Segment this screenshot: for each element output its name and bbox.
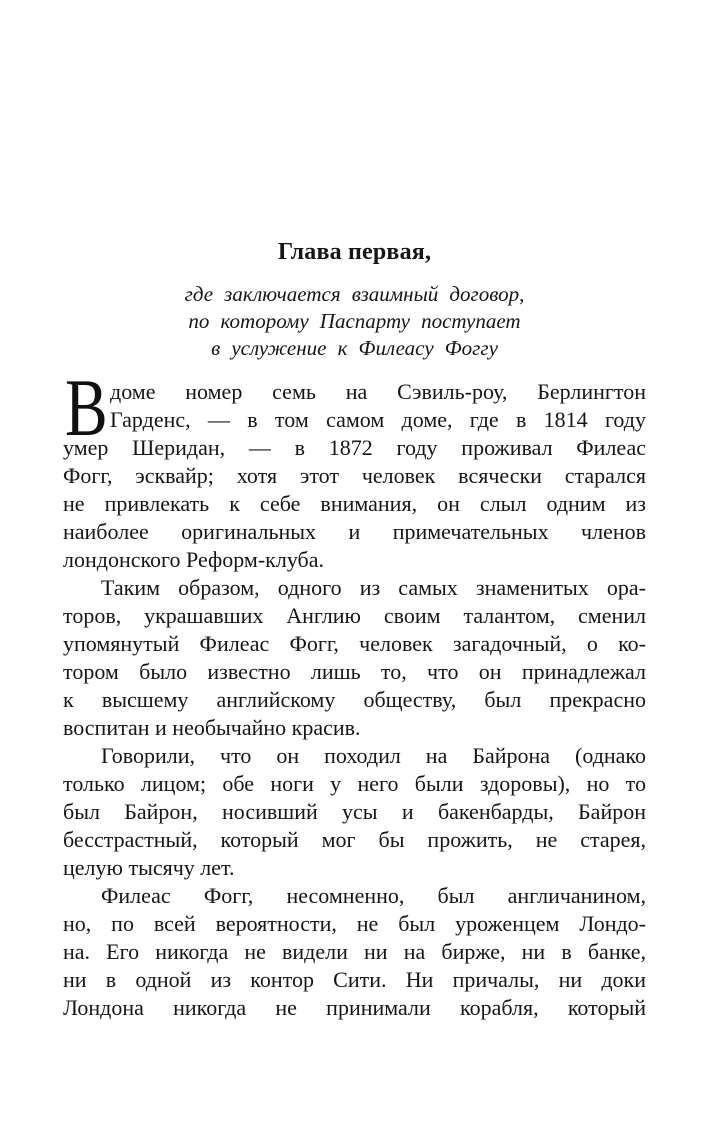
subtitle-line: по которому Паспарту поступает [188, 309, 521, 333]
text-line: бесстрастный, который мог бы прожить, не старея, [63, 827, 646, 852]
subtitle-line: в услужение к Филеасу Фоггу [211, 336, 498, 360]
text-line: Фогг, эсквайр; хотя этот человек всячески старался [63, 463, 646, 488]
text-line: на. Его никогда не видели ни на бирже, ни в банке, [63, 939, 646, 964]
text-line: умер Шеридан, — в 1872 году проживал Филеас [63, 435, 646, 460]
chapter-title: Глава первая, [277, 239, 432, 265]
text-line: Гарденс, — в том самом доме, где в 1814 году [110, 407, 646, 432]
paragraph [63, 742, 646, 882]
chapter-subtitle [63, 281, 646, 362]
body-text [63, 362, 646, 1022]
paragraph [63, 574, 646, 742]
text-line: Таким образом, одного из самых знаменитых ора- [101, 575, 646, 600]
text-line: целую тысячу лет. [63, 855, 235, 880]
text-line: тором было известно лишь то, что он принадлежал [63, 659, 646, 684]
paragraph [63, 362, 646, 574]
text-line: только лицом; обе ноги у него были здоровы), но то [63, 771, 646, 796]
text-line: упомянутый Филеас Фогг, человек загадочный, о ко- [63, 631, 646, 656]
text-line: не привлекать к себе внимания, он слыл одним из [63, 491, 646, 516]
paragraph [63, 882, 646, 1022]
text-line: ни в одной из контор Сити. Ни причалы, ни доки [63, 967, 646, 992]
text-line: Лондона никогда не принимали корабля, который [63, 995, 646, 1020]
text-line: доме номер семь на Сэвиль-роу, Берлингтон [110, 379, 646, 404]
text-line: лондонского Реформ-клуба. [63, 547, 325, 572]
text-line: к высшему английскому обществу, был прекрасно [63, 687, 646, 712]
drop-cap: В [65, 362, 108, 453]
text-line: воспитан и необычайно красив. [63, 715, 361, 740]
text-line: наиболее оригинальных и примечательных членов [63, 519, 646, 544]
subtitle-line: где заключается взаимный договор, [184, 282, 525, 306]
text-line: Филеас Фогг, несомненно, был англичанином, [101, 883, 646, 908]
text-line: но, по всей вероятности, не был уроженцем Лондо- [63, 911, 646, 936]
text-line: был Байрон, носивший усы и бакенбарды, Байрон [63, 799, 646, 824]
text-line: торов, украшавших Англию своим талантом, сменил [63, 603, 646, 628]
text-line: Говорили, что он походил на Байрона (однако [101, 743, 646, 768]
